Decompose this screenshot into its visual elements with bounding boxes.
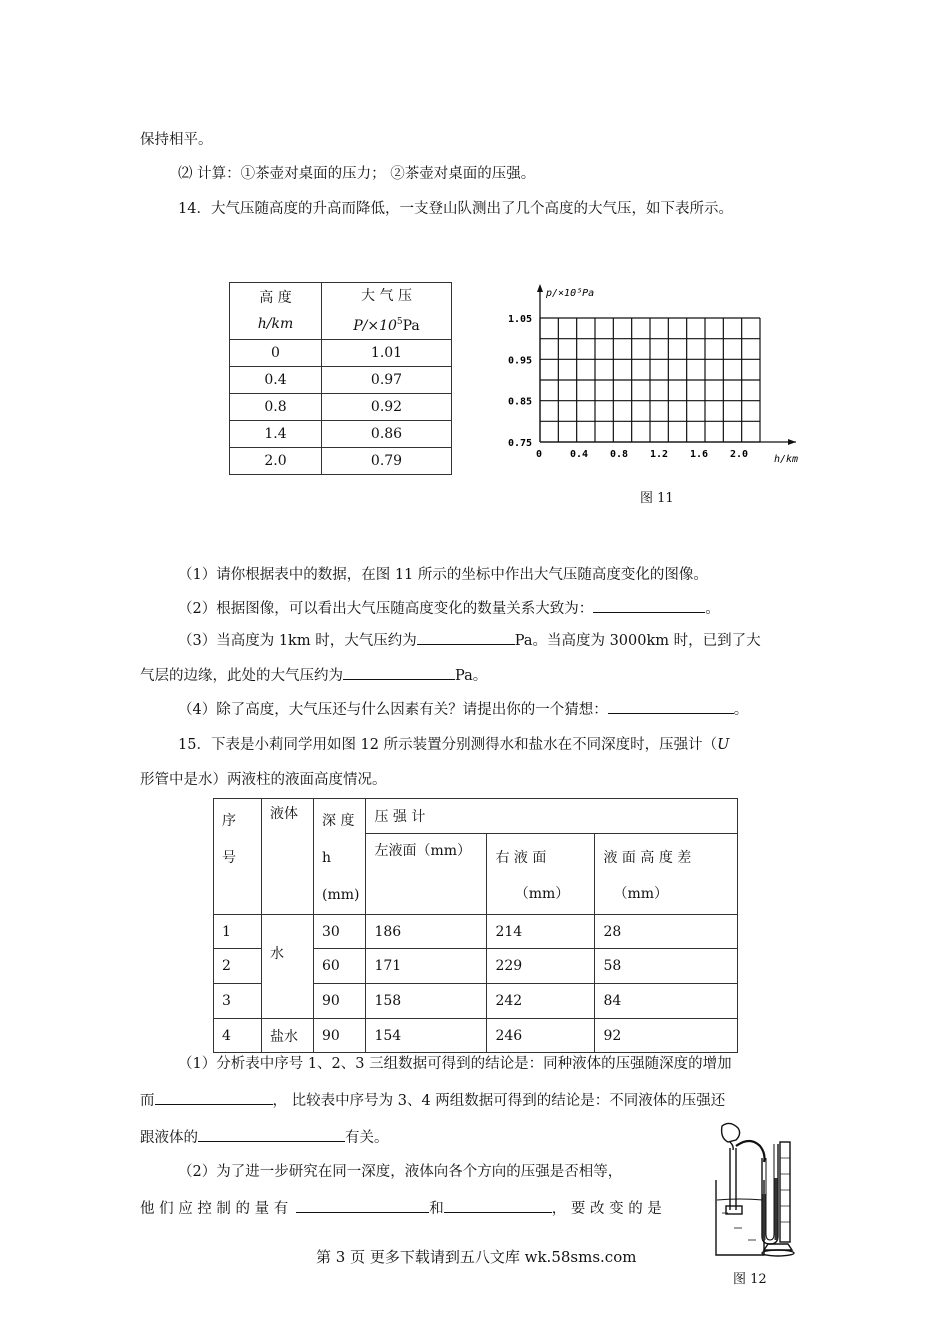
cell-depth: 30 <box>314 915 366 949</box>
figure-12-pressure-gauge-apparatus <box>700 1118 800 1260</box>
q14-sub4-text: （4）除了高度，大气压还与什么因素有关？请提出你的一个猜想： <box>178 702 608 718</box>
q15-sub1-a: （1）分析表中序号 1、2、3 三组数据可得到的结论是：同种液体的压强随深度的增加 <box>178 1056 732 1072</box>
cell-right: 229 <box>487 949 595 984</box>
cell-liquid-water: 水 <box>262 915 314 1019</box>
rubber-hose <box>736 1141 765 1162</box>
q15-stem-1-text: 15．下表是小莉同学用如图 12 所示装置分别测得水和盐水在不同深度时，压强计（ <box>178 737 718 753</box>
q14-sub3-cont <box>140 663 487 685</box>
table-cell-p: 1.01 <box>322 340 452 367</box>
q14-sub2-end: 。 <box>705 601 720 617</box>
header-depth <box>314 799 366 915</box>
q15-sub1-c: ， 比较表中序号为 3、4 两组数据可得到的结论是：不同液体的压强还 <box>272 1093 726 1109</box>
x-tick-label: 0.8 <box>610 449 629 460</box>
table-cell-h: 2.0 <box>230 448 322 475</box>
q14-sub2 <box>178 596 720 618</box>
q14-stem: 14．大气压随高度的升高而降低，一支登山队测出了几个高度的大气压，如下表所示。 <box>178 201 733 217</box>
q15-sub2-b-text: 他 们 应 控 制 的 量 有 <box>140 1201 289 1217</box>
chart-x-axis-label: h/km <box>774 454 799 465</box>
table-cell-h: 0.4 <box>230 367 322 394</box>
q14-sub2-text: （2）根据图像，可以看出大气压随高度变化的数量关系大致为： <box>178 601 594 617</box>
answer-blank-pressure-3000km[interactable] <box>343 663 455 680</box>
q14-sub3-c: 气层的边缘，此处的大气压约为 <box>140 668 343 684</box>
cell-depth: 90 <box>314 984 366 1019</box>
table-row <box>230 367 452 394</box>
cell-liquid-brine: 盐水 <box>262 1019 314 1053</box>
header-level-diff <box>595 833 738 914</box>
q14-sub4-end: 。 <box>733 702 749 718</box>
cell-depth: 60 <box>314 949 366 984</box>
header-pressure-unit-b: Pa <box>402 318 420 334</box>
q15-stem-2: 形管中是水）两液柱的液面高度情况。 <box>140 772 387 788</box>
header-right-2: （mm） <box>514 885 570 902</box>
cell-seq: 2 <box>214 949 262 984</box>
table-cell-h: 0 <box>230 340 322 367</box>
q15-sub2-b <box>140 1196 662 1218</box>
q15-sub1-b-text: 而 <box>140 1093 155 1109</box>
x-tick-label: 0.4 <box>570 449 589 460</box>
header-depth-1: 深 度 <box>322 813 355 829</box>
y-axis-arrow <box>537 284 543 292</box>
answer-blank-relation[interactable] <box>593 596 705 613</box>
table-cell-p: 0.92 <box>322 394 452 421</box>
intro-line-2: ⑵ 计算：①茶壶对桌面的压力； ②茶壶对桌面的压强。 <box>178 166 536 182</box>
header-seq <box>214 799 262 915</box>
left-liquid-column <box>763 1194 766 1240</box>
table-row <box>230 340 452 367</box>
table-cell-h: 0.8 <box>230 394 322 421</box>
header-pressure-unit-sup: 5 <box>396 317 403 327</box>
q14-sub3 <box>178 628 761 650</box>
cell-diff: 58 <box>595 949 738 984</box>
header-depth-2: h <box>322 850 332 866</box>
cell-diff: 84 <box>595 984 738 1019</box>
chart-y-axis-label: p/×10⁵Pa <box>546 288 595 299</box>
beaker <box>716 1180 764 1255</box>
table-cell-p: 0.97 <box>322 367 452 394</box>
header-pressure-unit <box>328 309 445 339</box>
cell-right: 246 <box>487 1019 595 1053</box>
header-right-level <box>487 833 595 914</box>
figure-11-pressure-grid <box>498 280 818 470</box>
y-tick-label: 0.75 <box>508 438 533 449</box>
q14-sub3-a: （3）当高度为 1km 时，大气压约为 <box>178 633 417 649</box>
answer-blank-liquid-property[interactable] <box>198 1125 345 1142</box>
answer-blank-pressure-1km[interactable] <box>417 628 515 645</box>
table-row <box>230 394 452 421</box>
header-pressure-unit-a: P/×10 <box>353 318 397 334</box>
answer-blank-control-2[interactable] <box>444 1196 552 1213</box>
q15-stem-1 <box>178 733 729 754</box>
y-tick-label: 1.05 <box>508 314 533 325</box>
cell-left: 186 <box>366 915 487 949</box>
cell-left: 158 <box>366 984 487 1019</box>
figure-12-caption: 图 12 <box>733 1272 767 1287</box>
table-row <box>214 915 738 949</box>
cell-left: 154 <box>366 1019 487 1053</box>
table-row <box>230 421 452 448</box>
header-liquid: 液体 <box>262 799 314 915</box>
q15-stem-u: U <box>717 737 730 753</box>
q15-sub1-b <box>140 1088 725 1110</box>
header-pressure-label: 大 气 压 <box>361 288 412 304</box>
x-tick-label: 2.0 <box>730 449 749 460</box>
header-seq-1: 序 <box>222 813 236 829</box>
cell-diff: 28 <box>595 915 738 949</box>
water-surface <box>717 1199 763 1200</box>
cell-right: 214 <box>487 915 595 949</box>
table-cell-h: 1.4 <box>230 421 322 448</box>
q15-sub1-e: 有关。 <box>345 1130 389 1146</box>
table-cell-p: 0.86 <box>322 421 452 448</box>
q14-sub3-d: Pa。 <box>455 668 488 684</box>
q15-sub2-c: 和 <box>429 1201 444 1217</box>
altitude-pressure-table <box>229 282 452 475</box>
cell-right: 242 <box>487 984 595 1019</box>
table-header-height <box>230 283 322 340</box>
q15-sub1-d-text: 跟液体的 <box>140 1130 198 1146</box>
probe-head <box>726 1206 742 1214</box>
x-tick-label: 1.6 <box>690 449 709 460</box>
q15-sub2-a: （2）为了进一步研究在同一深度，液体向各个方向的压强是否相等， <box>178 1164 623 1180</box>
header-diff-2: （mm） <box>613 885 669 902</box>
cell-left: 171 <box>366 949 487 984</box>
q15-sub2-d: ， 要 改 变 的 是 <box>551 1201 662 1217</box>
header-left-level: 左液面（mm） <box>366 833 487 914</box>
cell-diff: 92 <box>595 1019 738 1053</box>
pressure-gauge-table <box>213 798 738 1053</box>
header-height-label: 高 度 <box>259 290 292 306</box>
chart-tick-labels <box>508 314 748 460</box>
right-liquid-column <box>775 1178 778 1240</box>
header-right-1: 右 液 面 <box>495 849 547 866</box>
header-gauge: 压 强 计 <box>366 799 738 834</box>
table-header-pressure <box>322 283 452 340</box>
page-footer: 第 3 页 更多下载请到五八文库 wk.58sms.com <box>316 1248 637 1266</box>
header-height-unit: h/km <box>257 316 294 332</box>
figure-11-caption: 图 11 <box>640 491 674 506</box>
header-diff-1: 液 面 高 度 差 <box>603 849 692 866</box>
x-tick-label: 1.2 <box>650 449 669 460</box>
cell-seq: 4 <box>214 1019 262 1053</box>
answer-blank-control-1[interactable] <box>296 1196 429 1213</box>
x-tick-label: 0 <box>536 449 543 460</box>
cell-seq: 1 <box>214 915 262 949</box>
probe-tube <box>730 1148 736 1210</box>
q14-sub1: （1）请你根据表中的数据，在图 11 所示的坐标中作出大气压随高度变化的图像。 <box>178 567 708 583</box>
hand <box>722 1123 740 1142</box>
cell-depth: 90 <box>314 1019 366 1053</box>
stand-base <box>764 1244 792 1250</box>
x-axis-arrow <box>788 439 796 445</box>
q14-sub4 <box>178 697 748 719</box>
header-seq-2: 号 <box>222 850 236 866</box>
q14-sub3-b: Pa。当高度为 3000km 时，已到了大 <box>514 633 761 649</box>
q15-sub1-d <box>140 1125 389 1147</box>
header-depth-3: (mm) <box>322 887 360 903</box>
table-row <box>214 1019 738 1053</box>
intro-line-1: 保持相平。 <box>140 132 213 148</box>
answer-blank-depth-trend[interactable] <box>155 1088 273 1105</box>
table-cell-p: 0.79 <box>322 448 452 475</box>
cell-seq: 3 <box>214 984 262 1019</box>
table-row <box>230 448 452 475</box>
gauge-scale <box>780 1142 790 1242</box>
y-tick-label: 0.95 <box>508 355 533 367</box>
chart-grid <box>540 318 760 442</box>
answer-blank-guess[interactable] <box>608 697 734 714</box>
y-tick-label: 0.85 <box>508 396 533 408</box>
